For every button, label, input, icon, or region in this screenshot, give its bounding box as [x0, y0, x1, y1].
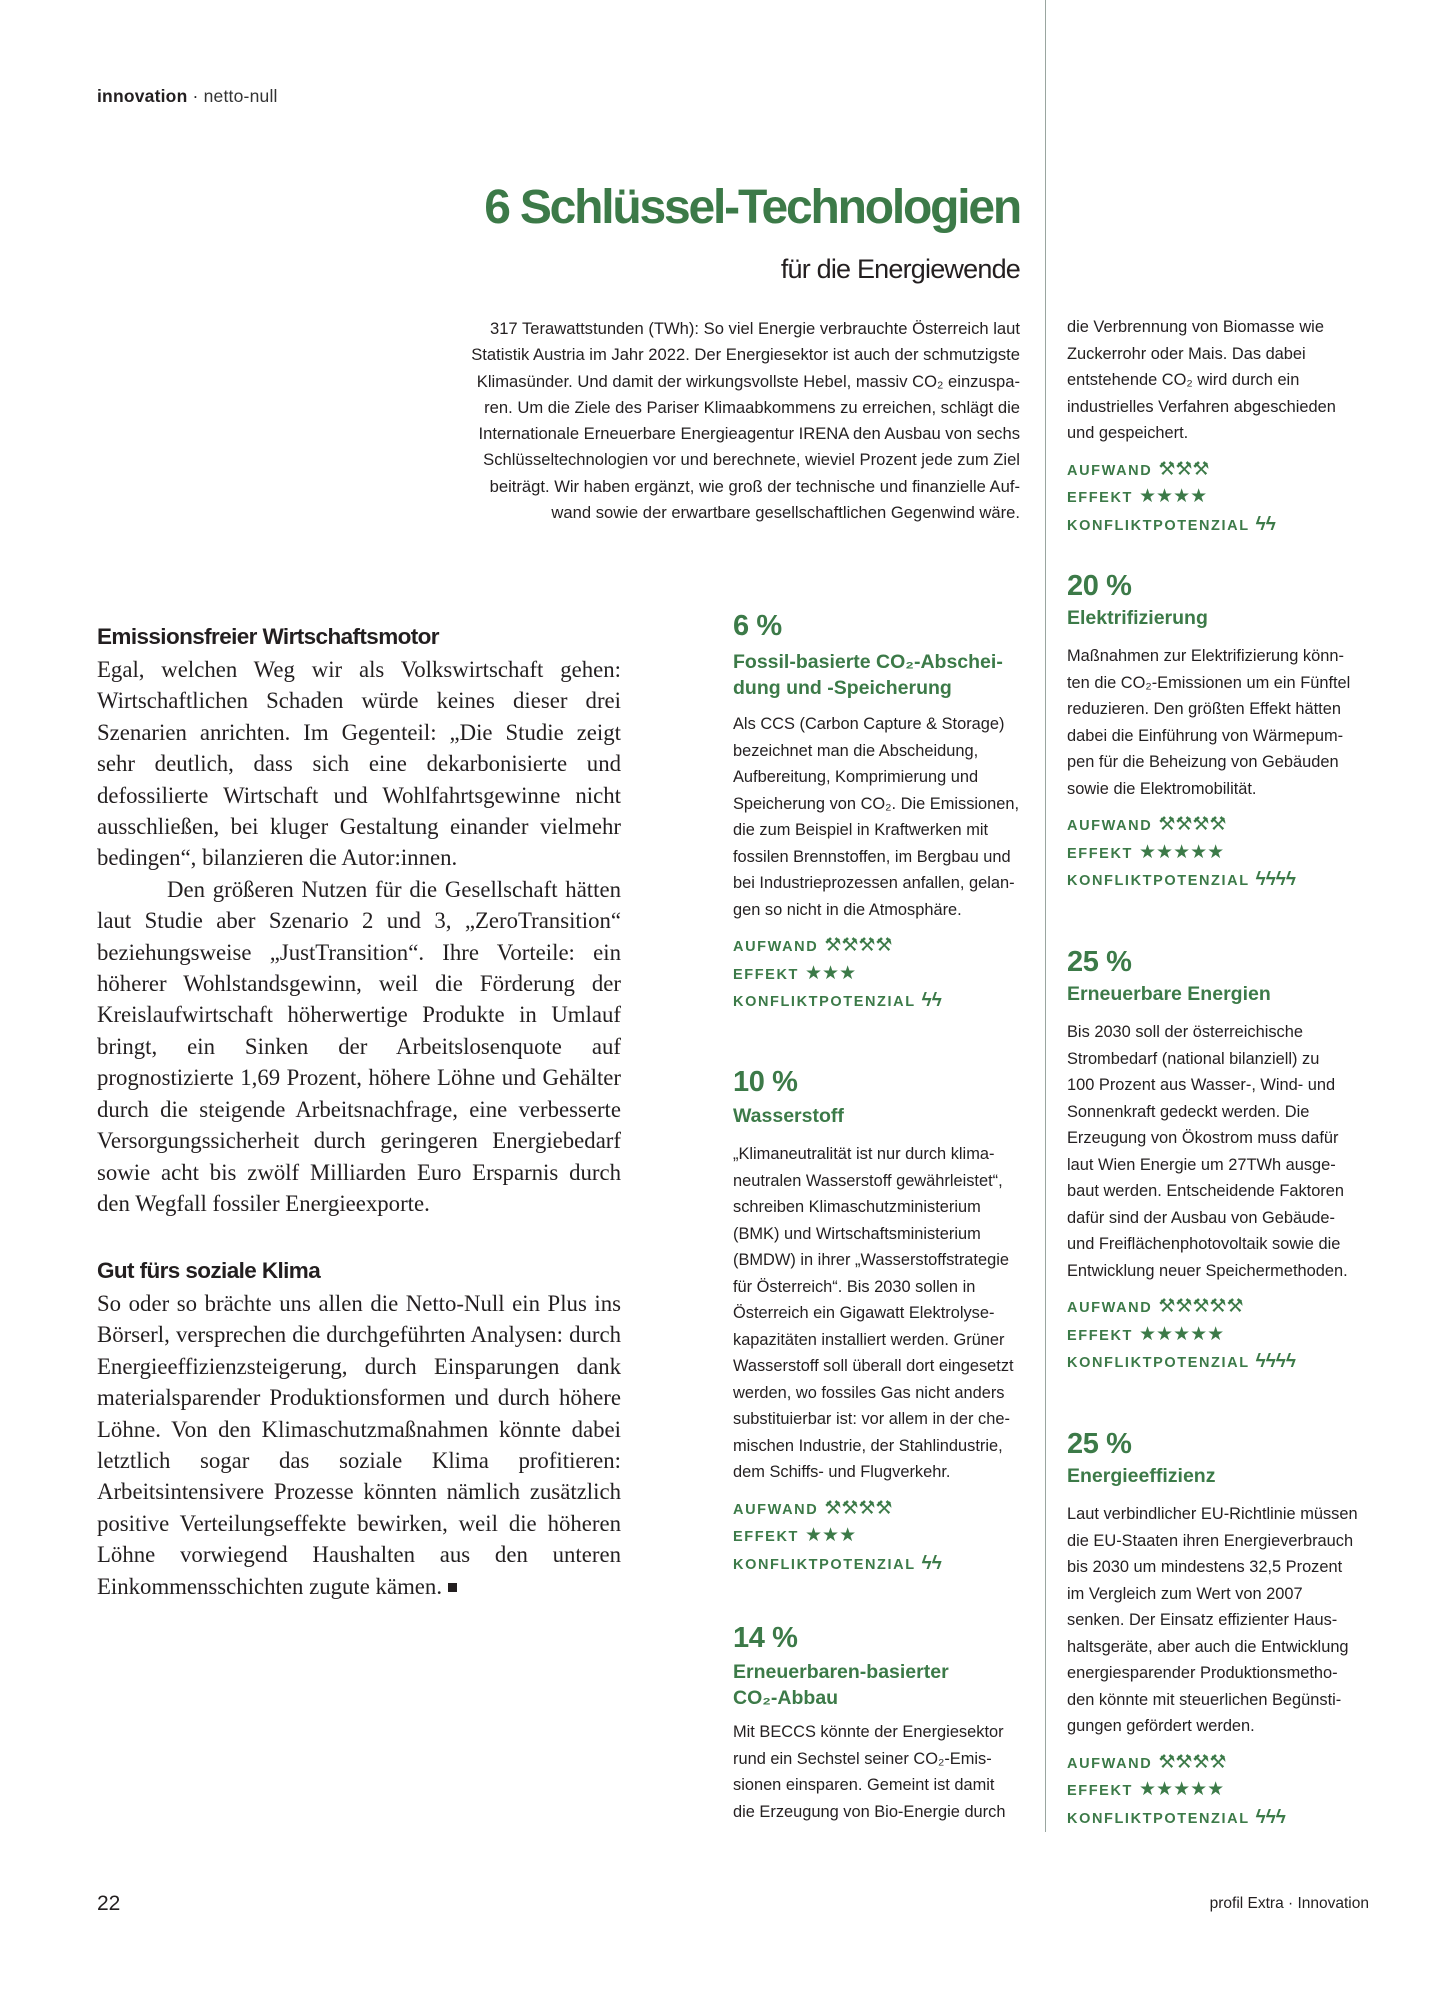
intro-line: Klimasünder. Und damit der wirkungsvollste Hebel, massiv CO₂ einzuspa-: [476, 371, 1020, 391]
tech-description-line: (BMK) und Wirtschaftsministerium: [733, 1224, 981, 1243]
tech-title: [733, 1659, 1043, 1711]
aufwand-label: AUFWAND: [1067, 1755, 1153, 1772]
article-paragraph: [97, 1288, 621, 1602]
tech-description-line: substituierbar ist: vor allem in der che-: [733, 1410, 1010, 1428]
intro-line: Schlüsseltechnologien vor und berechnete, wieviel Prozent jede zum Ziel: [483, 450, 1020, 470]
tech-ratings: [733, 1496, 1043, 1579]
intro-line: ren. Um die Ziele des Pariser Klimaabkommens zu erreichen, schlägt die: [484, 397, 1020, 417]
tech-description-line: Wasserstoff soll überall dort eingesetzt: [733, 1357, 1014, 1375]
tech-description: [1067, 643, 1387, 802]
tech-description: [733, 1141, 1043, 1486]
tech-title: [1067, 1463, 1387, 1489]
hammer-icon: ⚒⚒⚒⚒: [824, 1497, 893, 1519]
tech-title: [733, 649, 1043, 701]
tech-description-line: haltsgeräte, aber auch die Entwicklung: [1067, 1637, 1349, 1656]
tech-card-wasserstoff: [733, 1066, 1043, 1578]
tech-title: [1067, 605, 1387, 631]
kicker-section: innovation: [97, 86, 188, 106]
tech-percent: 10 %: [733, 1066, 798, 1098]
end-of-article-square-icon: [448, 1583, 457, 1592]
publication-footer: profil Extra · Innovation: [1209, 1895, 1369, 1912]
hammer-icon: ⚒⚒⚒⚒⚒: [1158, 1296, 1244, 1317]
effekt-label: EFFEKT: [1067, 1783, 1133, 1799]
tech-description-line: Strombedarf (national bilanziell) zu: [1067, 1049, 1320, 1068]
tech-title-line: dung und -Speicherung: [733, 677, 952, 699]
tech-description-line: die Verbrennung von Biomasse wie: [1067, 318, 1324, 336]
hammer-icon: ⚒⚒⚒: [1158, 458, 1210, 480]
column-divider-line: [1045, 0, 1046, 1832]
tech-ratings: [1067, 1294, 1387, 1377]
lightning-icon: ϟϟϟ: [1255, 1806, 1286, 1828]
tech-description-line: Als CCS (Carbon Capture & Storage): [733, 715, 1005, 733]
effekt-label: EFFEKT: [1067, 845, 1133, 862]
tech-description-line: dafür sind der Ausbau von Gebäude-: [1067, 1208, 1335, 1227]
tech-description-line: Speicherung von CO₂. Die Emissionen,: [733, 794, 1020, 813]
tech-percent: 14 %: [733, 1622, 798, 1654]
tech-description-line: (BMDW) in ihrer „Wasserstoffstrategie: [733, 1251, 1009, 1269]
konflikt-label: KONFLIKTPOTENZIAL: [1067, 1810, 1250, 1827]
effekt-label: EFFEKT: [733, 966, 799, 983]
kicker-sub: netto-null: [203, 86, 278, 106]
tech-description-line: Laut verbindlicher EU-Richtlinie müssen: [1067, 1505, 1358, 1523]
hammer-icon: ⚒⚒⚒⚒: [1158, 814, 1227, 835]
tech-title: [1067, 981, 1387, 1007]
tech-description-line: energiesparender Produktionsmetho-: [1067, 1664, 1338, 1682]
article-paragraph: Egal, welchen Weg wir als Volkswirtschaft gehen: Wirtschaftlichen Schaden würde keines dieser drei Szenarien anrichten. Im Gegenteil: „Die Studie zeigt sehr deutlich, dass sich eine dekarbonisierte und defossilierte Wirtschaft und Wohlfahrtsgewinne nicht ausschließen, bei kluger Gestaltung einander vielmehr bedingen“, bilanzieren die Autor:innen.: [97, 657, 621, 871]
tech-description-line: „Klimaneutralität ist nur durch klima-: [733, 1145, 995, 1163]
lightning-icon: ϟϟϟϟ: [1255, 1351, 1296, 1372]
tech-description-line: und Freiflächenphotovoltaik sowie die: [1067, 1235, 1341, 1253]
tech-ratings: [1067, 1750, 1387, 1833]
tech-description-line: Mit BECCS könnte der Energiesektor: [733, 1723, 1004, 1741]
tech-description-line: neutralen Wasserstoff gewährleistet“,: [733, 1171, 1003, 1190]
tech-description-line: Entwicklung neuer Speichermethoden.: [1067, 1261, 1348, 1280]
aufwand-label: AUFWAND: [733, 939, 819, 955]
tech-ratings: [1067, 812, 1387, 895]
tech-description-line: bis 2030 um mindestens 32,5 Prozent: [1067, 1558, 1343, 1576]
tech-description-line: Sonnenkraft gedeckt werden. Die: [1067, 1102, 1310, 1121]
tech-description-line: Bis 2030 soll der österreichische: [1067, 1023, 1303, 1041]
tech-description-line: gungen gefördert werden.: [1067, 1717, 1255, 1735]
tech-description-line: bei Industrieprozessen anfallen, gelan-: [733, 874, 1015, 892]
tech-description-line: ten die CO₂-Emissionen um ein Fünftel: [1067, 673, 1351, 692]
tech-description: [1067, 1019, 1387, 1284]
tech-card-erneuerbare-energien: [1067, 946, 1387, 1377]
tech-description-line: mischen Industrie, der Stahlindustrie,: [733, 1436, 1003, 1455]
tech-description-line: fossilen Brennstoffen, im Bergbau und: [733, 847, 1011, 866]
tech-percent: 25 %: [1067, 946, 1132, 978]
tech-title-line: CO₂-Abbau: [733, 1687, 839, 1709]
aufwand-label: AUFWAND: [733, 1501, 819, 1518]
tech-description-line: den könnte mit steuerlichen Begünsti-: [1067, 1690, 1342, 1709]
tech-description-line: und gespeichert.: [1067, 424, 1189, 442]
star-icon: ★★★: [805, 962, 857, 984]
section-kicker: [97, 86, 278, 107]
kicker-separator: ·: [187, 86, 204, 106]
lightning-icon: ϟϟ: [921, 990, 942, 1011]
tech-description: [1067, 1501, 1387, 1740]
effekt-label: EFFEKT: [1067, 490, 1133, 506]
section-heading-wirtschaftsmotor: Emissionsfreier Wirtschaftsmotor: [97, 624, 439, 649]
tech-description-line: die Erzeugung von Bio-Energie durch: [733, 1802, 1006, 1821]
tech-description-line: bezeichnet man die Abscheidung,: [733, 741, 979, 760]
tech-description-line: die zum Beispiel in Kraftwerken mit: [733, 821, 989, 839]
konflikt-label: KONFLIKTPOTENZIAL: [733, 994, 916, 1010]
section-heading-soziales-klima: Gut fürs soziale Klima: [97, 1258, 321, 1283]
tech-description-line: sionen einsparen. Gemeint ist damit: [733, 1776, 995, 1794]
tech-description-line: die EU-Staaten ihren Energieverbrauch: [1067, 1531, 1354, 1550]
aufwand-label: AUFWAND: [1067, 1300, 1153, 1316]
star-icon: ★★★★★: [1139, 1323, 1225, 1345]
hammer-icon: ⚒⚒⚒⚒: [1158, 1751, 1227, 1773]
tech-percent: 20 %: [1067, 570, 1132, 602]
hammer-icon: ⚒⚒⚒⚒: [824, 935, 893, 956]
tech-description-line: Österreich ein Gigawatt Elektrolyse-: [733, 1304, 995, 1322]
tech-title-line: Energieeffizienz: [1067, 1465, 1216, 1487]
aufwand-label: AUFWAND: [1067, 462, 1153, 479]
tech-ratings: [733, 933, 1043, 1016]
tech-description-line: rund ein Sechstel seiner CO₂-Emis-: [733, 1749, 992, 1768]
konflikt-label: KONFLIKTPOTENZIAL: [733, 1556, 916, 1573]
tech-card-co2-abbau: [733, 1622, 1043, 1825]
article-section-wirtschaftsmotor: [97, 654, 621, 1219]
tech-description-continued: [1067, 314, 1387, 447]
tech-description-line: 100 Prozent aus Wasser-, Wind- und: [1067, 1076, 1336, 1094]
tech-description-line: im Vergleich zum Wert von 2007: [1067, 1584, 1303, 1603]
page-number: 22: [97, 1892, 121, 1915]
tech-title-line: Erneuerbaren-basierter: [733, 1661, 949, 1683]
tech-description-line: pen für die Beheizung von Gebäuden: [1067, 753, 1339, 771]
tech-description-line: werden, wo fossiles Gas nicht anders: [733, 1383, 1005, 1402]
article-paragraph-text: So oder so brächte uns allen die Netto-Null ein Plus ins Börserl, versprechen die durchgeführten Analysen: durch Energieeffizienzsteigerung, durch Einsparungen dank materialsparender Produktionsformen und durch höhere Löhne. Von den Klimaschutzmaßnahmen könnte dabei letztlich sogar das soziale Klima profitieren: Arbeitsintensivere Prozesse könnten nämlich zusätzlich positive Verteilungseffekte bewirken, weil die höheren Löhne vorwiegend Haushalten aus den unteren Einkommensschichten zugute kämen.: [97, 1291, 621, 1599]
intro-line: 317 Terawattstunden (TWh): So viel Energie verbrauchte Österreich laut: [489, 319, 1020, 338]
tech-title-line: Wasserstoff: [733, 1105, 844, 1127]
tech-title: [733, 1103, 1043, 1129]
tech-card-energieeffizienz: [1067, 1428, 1387, 1832]
konflikt-label: KONFLIKTPOTENZIAL: [1067, 873, 1250, 889]
tech-description-line: Zuckerrohr oder Mais. Das dabei: [1067, 344, 1306, 363]
tech-description-line: Maßnahmen zur Elektrifizierung könn-: [1067, 647, 1344, 665]
star-icon: ★★★★★: [1139, 1779, 1225, 1800]
page-headline: 6 Schlüssel-Technologien: [484, 181, 1020, 234]
tech-description-line: Erzeugung von Ökostrom muss dafür: [1067, 1129, 1339, 1147]
tech-description: [733, 1719, 1043, 1825]
tech-description-line: kapazitäten installiert werden. Grüner: [733, 1330, 1005, 1349]
star-icon: ★★★★★: [1139, 841, 1225, 863]
intro-line: Internationale Erneuerbare Energieagentur IRENA den Ausbau von sechs: [478, 424, 1020, 444]
effekt-label: EFFEKT: [1067, 1327, 1133, 1344]
star-icon: ★★★★: [1139, 486, 1208, 507]
tech-description-line: baut werden. Entscheidende Faktoren: [1067, 1182, 1345, 1200]
tech-description-line: laut Wien Energie um 27TWh ausge-: [1067, 1155, 1336, 1174]
lightning-icon: ϟϟ: [921, 1552, 942, 1574]
tech-description-line: gen so nicht in die Atmosphäre.: [733, 900, 962, 919]
tech-title-line: Elektrifizierung: [1067, 607, 1208, 629]
intro-paragraph: [440, 316, 1020, 526]
tech-description-line: dabei die Einführung von Wärmepum-: [1067, 726, 1344, 745]
tech-description-line: senken. Der Einsatz effizienter Haus-: [1067, 1611, 1338, 1629]
tech-ratings: [1067, 457, 1387, 540]
tech-description: [733, 711, 1043, 923]
tech-description-line: Aufbereitung, Komprimierung und: [733, 768, 979, 786]
tech-description-line: sowie die Elektromobilität.: [1067, 779, 1257, 798]
tech-description-line: dem Schiffs- und Flugverkehr.: [733, 1463, 951, 1481]
article-paragraph: Den größeren Nutzen für die Gesellschaft hätten laut Studie aber Szenario 2 und 3, „ZeroTransition“ beziehungsweise „JustTransition“. Ihre Vorteile: ein höherer Wohlstandsgewinn, weil die Förderung der Kreislaufwirtschaft höherwertige Produkte in Umlauf bringt, ein Sinken der Arbeitslosenquote auf prognostizierte 1,69 Prozent, höhere Löhne und Gehälter durch die steigende Arbeitsnachfrage, eine verbesserte Versorgungssicherheit durch geringeren Energiebedarf sowie acht bis zwölf Milliarden Euro Ersparnis durch den Wegfall fossiler Energieexporte.: [97, 876, 621, 1216]
star-icon: ★★★: [805, 1525, 857, 1546]
effekt-label: EFFEKT: [733, 1529, 799, 1545]
konflikt-label: KONFLIKTPOTENZIAL: [1067, 517, 1250, 534]
tech-card-elektrifizierung: [1067, 570, 1387, 895]
intro-line: Statistik Austria im Jahr 2022. Der Energiesektor ist auch der schmutzigste: [471, 345, 1020, 365]
konflikt-label: KONFLIKTPOTENZIAL: [1067, 1355, 1250, 1371]
lightning-icon: ϟϟ: [1255, 513, 1276, 535]
tech-title-line: Fossil-basierte CO₂-Abschei-: [733, 651, 1003, 673]
tech-card-ccs: [733, 610, 1043, 1016]
tech-description-line: entstehende CO₂ wird durch ein: [1067, 371, 1300, 389]
tech-percent: 25 %: [1067, 1428, 1132, 1460]
tech-title-line: Erneuerbare Energien: [1067, 983, 1271, 1005]
page-subheadline: für die Energiewende: [780, 254, 1020, 284]
tech-percent: 6 %: [733, 610, 782, 642]
lightning-icon: ϟϟϟϟ: [1255, 869, 1296, 890]
intro-line: beiträgt. Wir haben ergänzt, wie groß der technische und finanzielle Auf-: [489, 476, 1020, 496]
tech-description-line: industrielles Verfahren abgeschieden: [1067, 397, 1336, 416]
tech-description-line: reduzieren. Den größten Effekt hätten: [1067, 700, 1341, 718]
intro-line: wand sowie der erwartbare gesellschaftlichen Gegenwind wäre.: [551, 503, 1020, 523]
aufwand-label: AUFWAND: [1067, 818, 1153, 834]
article-section-soziales-klima: [97, 1288, 621, 1602]
tech-card-co2-abbau-continued: [1067, 314, 1387, 539]
tech-description-line: schreiben Klimaschutzministerium: [733, 1198, 981, 1216]
tech-description-line: für Österreich“. Bis 2030 sollen in: [733, 1277, 976, 1296]
